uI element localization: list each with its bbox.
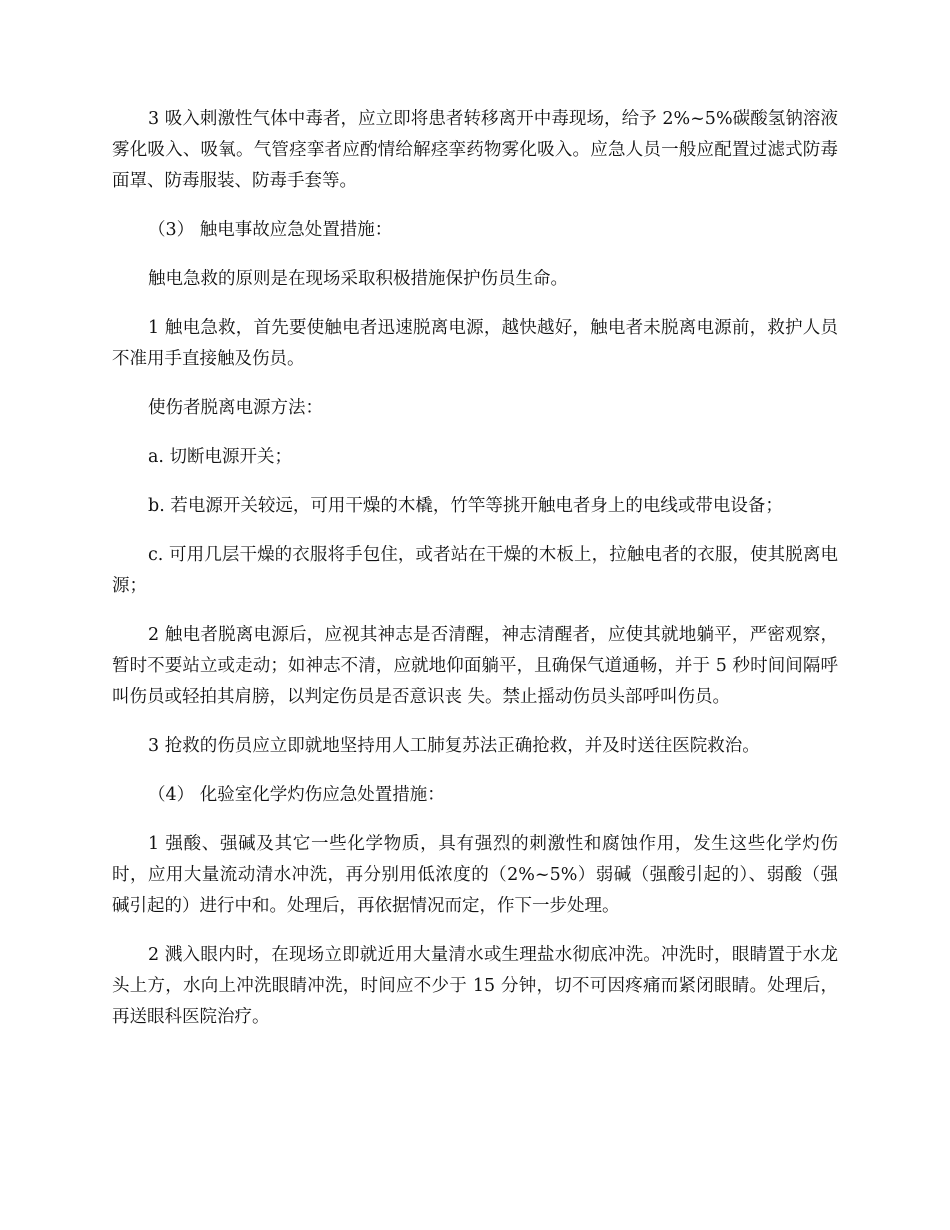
- paragraph-chemical-step-2: 2 溅入眼内时，在现场立即就近用大量清水或生理盐水彻底冲洗。冲洗时，眼睛置于水龙头上方，水向上冲洗眼睛冲洗，时间应不少于 15 分钟，切不可因疼痛而紧闭眼睛。处理后，再送眼科医院治疗。: [112, 945, 838, 1027]
- section-heading-electric-shock: （3） 触电事故应急处置措施：: [148, 220, 393, 240]
- paragraph-shock-step-3: 3 抢救的伤员应立即就地坚持用人工肺复苏法正确抢救，并及时送往医院救治。: [148, 736, 760, 756]
- list-item-a: a. 切断电源开关；: [148, 447, 293, 467]
- paragraph-inhalation-poisoning: 3 吸入刺激性气体中毒者，应立即将患者转移离开中毒现场，给予 2%~5%碳酸氢钠溶液雾化吸入、吸氧。气管痉挛者应酌情给解痉挛药物雾化吸入。应急人员一般应配置过滤式防毒面罩、防毒服装、防毒手套等。: [112, 109, 838, 191]
- paragraph-shock-principle: 触电急救的原则是在现场采取积极措施保护伤员生命。: [148, 269, 568, 289]
- list-item-c: c. 可用几层干燥的衣服将手包住，或者站在干燥的木板上，拉触电者的衣服，使其脱离电源；: [112, 545, 838, 596]
- paragraph-shock-step-2: 2 触电者脱离电源后，应视其神志是否清醒，神志清醒者，应使其就地躺平，严密观察，暂时不要站立或走动；如神志不清，应就地仰面躺平，且确保气道通畅，并于 5 秒时间间隔呼叫伤员或轻拍其肩膀，以判定伤员是否意识丧 失。禁止摇动伤员头部呼叫伤员。: [112, 625, 838, 707]
- list-item-b: b. 若电源开关较远，可用干燥的木橇，竹竿等挑开触电者身上的电线或带电设备；: [148, 496, 783, 516]
- document-page: [112, 104, 838, 1051]
- paragraph-chemical-step-1: 1 强酸、强碱及其它一些化学物质，具有强烈的刺激性和腐蚀作用，发生这些化学灼伤时，应用大量流动清水冲洗，再分别用低浓度的（2%~5%）弱碱（强酸引起的）、弱酸（强碱引起的）进行中和。处理后，再依据情况而定，作下一步处理。: [112, 834, 838, 916]
- section-heading-chemical-burn: （4） 化验室化学灼伤应急处置措施：: [148, 785, 445, 805]
- paragraph-shock-step-1: 1 触电急救，首先要使触电者迅速脱离电源，越快越好，触电者未脱离电源前，救护人员不准用手直接触及伤员。: [112, 318, 838, 369]
- paragraph-disconnect-methods: 使伤者脱离电源方法：: [148, 398, 323, 418]
